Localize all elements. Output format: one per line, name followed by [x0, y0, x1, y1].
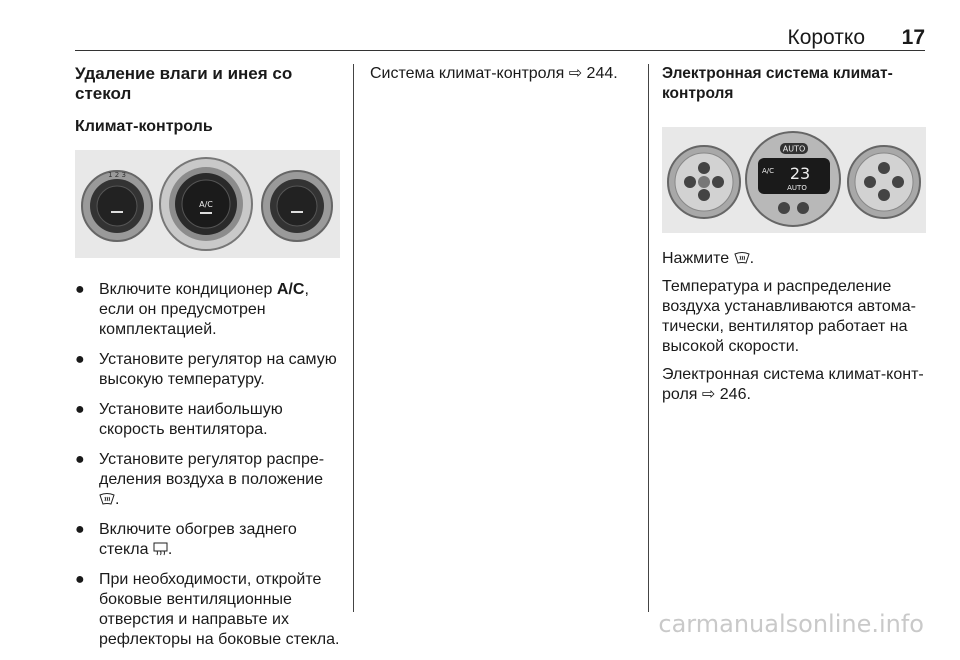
electronic-climate-panel-image	[662, 127, 926, 233]
electronic-climate-illustration	[662, 127, 926, 233]
press-instruction: Нажмите .	[662, 250, 755, 267]
ac-label: A/C	[762, 167, 775, 175]
watermark: carmanualsonline.info	[658, 610, 924, 638]
section-title: Коротко	[787, 26, 865, 49]
list-item: ● Установите регулятор распре-деления воздуха в положение .	[75, 451, 325, 508]
climate-control-illustration	[75, 150, 340, 258]
middle-column	[370, 64, 640, 84]
column-divider	[353, 64, 354, 612]
temperature-readout: 23	[789, 164, 811, 183]
svg-text:1 2 3: 1 2 3	[108, 171, 126, 179]
ac-label: A/C	[199, 200, 213, 209]
left-column	[75, 64, 340, 660]
bullet-icon: ●	[75, 401, 85, 418]
reference-arrow-icon: ⇨	[701, 386, 716, 403]
auto-description: Температура и распределение воздуха устанавливаются автома-тически, вентилятор работает на высокой скорости.	[662, 278, 916, 355]
bullet-icon: ●	[75, 451, 85, 468]
bullet-icon: ●	[75, 351, 85, 368]
bullet-icon: ●	[75, 571, 85, 588]
list-item: ● Установите регулятор на самую высокую температуру.	[75, 351, 337, 388]
page-number: 17	[901, 26, 925, 49]
cross-reference: Электронная система климат-конт-роля ⇨ 246.	[662, 366, 924, 403]
list-item: ● Установите наибольшую скорость вентилятора.	[75, 401, 283, 438]
list-item: ● При необходимости, откройте боковые вентиляционные отверстия и направьте их рефлекторы на боковые стекла.	[75, 571, 340, 648]
section-heading: Электронная система климат-контроля	[662, 65, 893, 102]
column-divider	[648, 64, 649, 612]
right-column	[662, 64, 926, 405]
steps-list	[75, 280, 340, 650]
section-heading: Удаление влаги и инея со стекол	[75, 64, 293, 103]
page-header	[75, 26, 925, 51]
bullet-icon: ●	[75, 521, 85, 538]
page-reference[interactable]: 246.	[719, 386, 751, 403]
rear-defrost-icon	[153, 542, 168, 556]
reference-arrow-icon: ⇨	[568, 65, 583, 82]
cross-reference: Система климат-контроля ⇨ 244.	[370, 65, 618, 82]
list-item: ● Включите кондиционер A/C, если он предусмотрен комплектацией.	[75, 281, 309, 338]
auto-mode-label: AUTO	[787, 184, 807, 192]
auto-button-label: AUTO	[782, 144, 806, 154]
windshield-defrost-icon	[734, 251, 750, 265]
list-item: ● Включите обогрев заднего стекла .	[75, 521, 297, 558]
subsection-heading: Климат-контроль	[75, 118, 213, 135]
windshield-defrost-icon	[99, 492, 115, 506]
page-reference[interactable]: 244.	[586, 65, 618, 82]
manual-climate-panel-image	[75, 150, 340, 258]
bullet-icon: ●	[75, 281, 85, 298]
